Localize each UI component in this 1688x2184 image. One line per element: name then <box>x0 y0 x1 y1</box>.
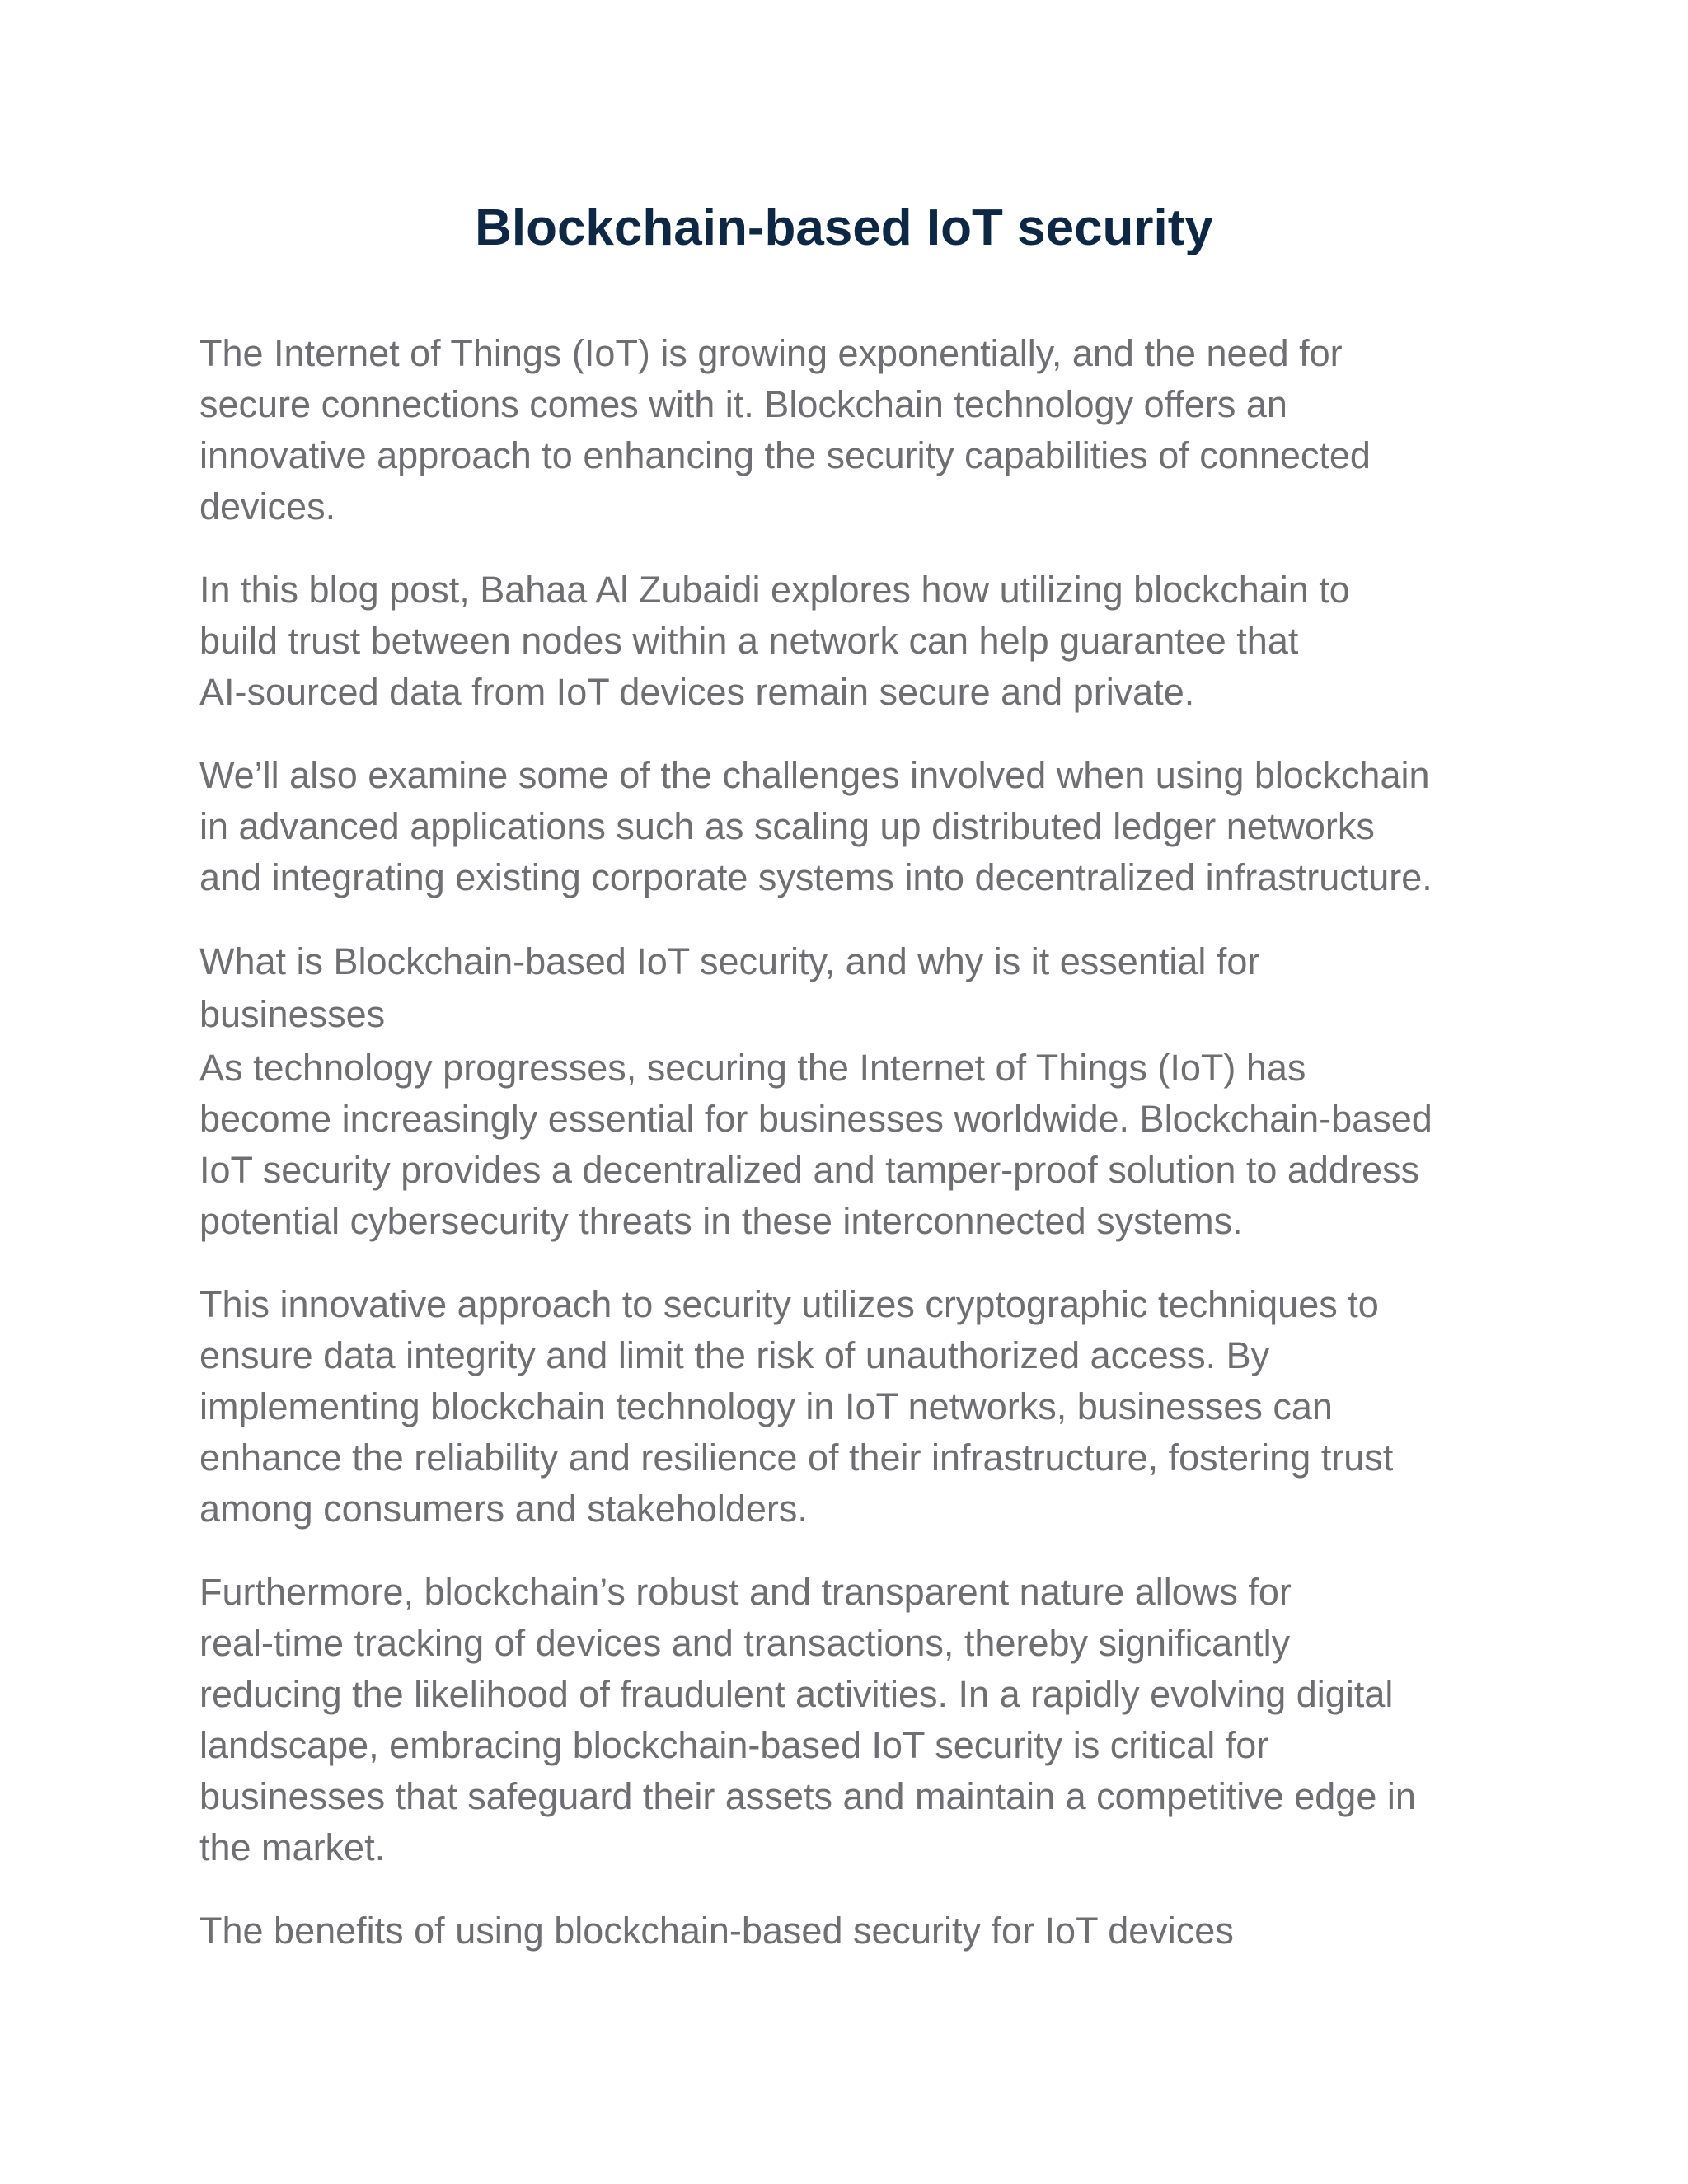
approach-paragraph: This innovative approach to security utilizes cryptographic techniques to ensure data integrity and limit the risk of unauthorized access. By implementing blockchain technology in IoT networks, businesses can enhance the reliability and resilience of their infrastructure, fostering trust among consumers and stakeholders. <box>199 1283 1394 1530</box>
challenges-paragraph: We’ll also examine some of the challenges involved when using blockchain in advanced applications such as scaling up distributed ledger networks and integrating existing corporate systems into decentralized infrastructure. <box>199 754 1432 898</box>
intro-paragraph: The Internet of Things (IoT) is growing exponentially, and the need for secure connections comes with it. Blockchain technology offers an innovative approach to enhancing the security capabilities of connected devices. <box>199 332 1371 527</box>
blog-overview-paragraph: In this blog post, Bahaa Al Zubaidi explores how utilizing blockchain to build trust between nodes within a network can help guarantee that AI-sourced data from IoT devices remain secure and private. <box>199 569 1350 713</box>
essential-paragraph: As technology progresses, securing the Internet of Things (IoT) has become increasingly essential for businesses worldwide. Blockchain-based IoT security provides a decentralized and tamper-proof solution to address potential cybersecurity threats in these interconnected systems. <box>199 1047 1432 1242</box>
section-heading-what-is: What is Blockchain-based IoT security, and why is it essential for businesses <box>199 940 1260 1035</box>
furthermore-paragraph: Furthermore, blockchain’s robust and transparent nature allows for real-time tracking of devices and transactions, thereby significantly reducing the likelihood of fraudulent activities. In a rapidly evolving digital landscape, embracing blockchain-based IoT security is critical for businesses that safeguard their assets and maintain a competitive edge in the market. <box>199 1571 1416 1868</box>
page-title: Blockchain-based IoT security <box>475 199 1213 256</box>
article-body <box>199 328 1502 1989</box>
section-heading-benefits: The benefits of using blockchain-based security for IoT devices <box>199 1910 1234 1952</box>
